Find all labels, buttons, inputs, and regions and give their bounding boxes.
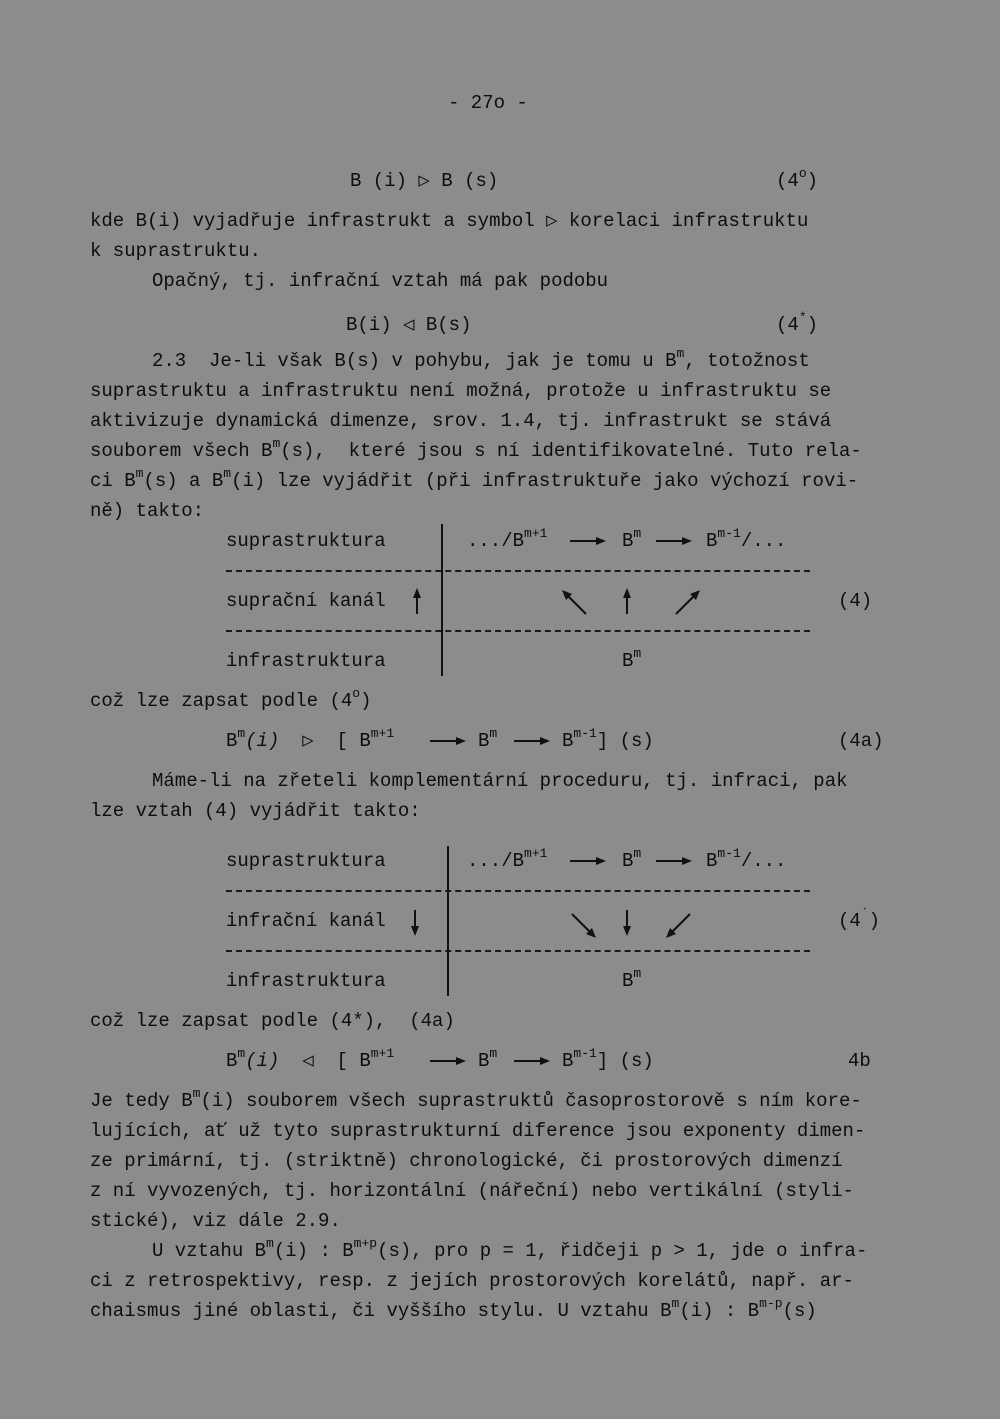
- text-line: Opačný, tj. infrační vztah má pak podobu: [152, 270, 609, 292]
- divider: [226, 950, 810, 952]
- page-number: - 27o -: [448, 92, 528, 114]
- right-arrow-icon: [512, 1055, 552, 1067]
- sequence-pre: $.../B^{m+1}$: [467, 525, 548, 552]
- text-line: k suprastruktu.: [90, 240, 262, 262]
- label-base: (4: [776, 314, 799, 336]
- sequence-bm: $B^m$: [622, 525, 642, 552]
- down-right-arrow-icon: [568, 910, 598, 940]
- equation-4a: $B^m(i)$ ▷ [ $B^{m+1}$: [226, 725, 395, 752]
- row-label-infrastruktura: infrastruktura: [226, 970, 386, 992]
- row-label-supracni-kanal: suprační kanál: [226, 590, 386, 612]
- equation-4o: [350, 166, 498, 196]
- right-arrow-icon: [568, 855, 608, 867]
- label-sup: *: [798, 309, 807, 325]
- text-line: což lze zapsat podle (4*), (4a): [90, 1010, 455, 1032]
- diagram-label-4: (4): [838, 590, 873, 612]
- eq-rhs: B(s): [425, 314, 472, 336]
- text-line: z ní vyvozených, tj. horizontální (nářeční) nebo vertikální (styli-: [90, 1180, 854, 1202]
- eq-bm-minus: $B^{m-1}$] (s): [562, 1045, 654, 1072]
- divider: [226, 570, 810, 572]
- text-line: 2.3 Je-li však B(s) v pohybu, jak je tomu u $B^m$, totožnost: [152, 345, 810, 372]
- row-label-infracni-kanal: infrační kanál: [226, 910, 386, 932]
- text-line: ze primární, tj. (striktně) chronologické, či prostorových dimenzí: [90, 1150, 843, 1172]
- up-right-arrow-icon: [672, 588, 702, 618]
- up-arrow-icon: [410, 586, 424, 616]
- label-sup: o: [798, 165, 807, 181]
- text-line: kde B(i) vyjadřuje infrastrukt a symbol ▷ korelaci infrastruktu: [90, 210, 809, 232]
- correlation-symbol: ▷: [418, 170, 430, 192]
- text-line: ci z retrospektivy, resp. z jejích prostorových korelátů, např. ar-: [90, 1270, 854, 1292]
- equation-label-4o: [776, 166, 818, 196]
- text-line: stické), viz dále 2.9.: [90, 1210, 341, 1232]
- vertical-separator: [447, 846, 449, 996]
- sequence-bm: $B^m$: [622, 845, 642, 872]
- right-arrow-icon: [428, 1055, 468, 1067]
- up-left-arrow-icon: [560, 588, 590, 618]
- right-arrow-icon: [512, 735, 552, 747]
- down-arrow-icon: [620, 908, 634, 938]
- equation-4star: [346, 310, 471, 340]
- right-arrow-icon: [654, 855, 694, 867]
- label-base: (4: [776, 170, 799, 192]
- eq-bm: $B^m$: [478, 1045, 498, 1072]
- eq-lhs: B (i): [350, 170, 408, 192]
- eq-bm-minus: $B^{m-1}$] (s): [562, 725, 654, 752]
- label-end: ): [806, 314, 819, 336]
- text-line: Je tedy $B^m(i)$ souborem všech suprastruktů časoprostorově s ním kore-: [90, 1085, 862, 1112]
- right-arrow-icon: [428, 735, 468, 747]
- equation-4b: $B^m(i)$ ◁ [ $B^{m+1}$: [226, 1045, 395, 1072]
- divider: [226, 630, 810, 632]
- eq-rhs: B (s): [441, 170, 499, 192]
- right-arrow-icon: [654, 535, 694, 547]
- right-arrow-icon: [568, 535, 608, 547]
- infra-bm: $B^m$: [622, 965, 642, 992]
- text-line: lze vztah (4) vyjádřit takto:: [90, 800, 421, 822]
- divider: [226, 890, 810, 892]
- text-line: chaismus jiné oblasti, či vyššího stylu. U vztahu $B^m(i)$ : $B^{m-p}(s)$: [90, 1295, 817, 1322]
- text-line: ně) takto:: [90, 500, 205, 522]
- text-line: souborem všech $B^m(s)$, které jsou s ní identifikovatelné. Tuto rela-: [90, 435, 862, 462]
- equation-label-4star: [776, 310, 818, 340]
- vertical-separator: [441, 524, 443, 676]
- text-line: což lze zapsat podle (4$^o$): [90, 685, 372, 712]
- row-label-suprastruktura: suprastruktura: [226, 850, 386, 872]
- text-line: lujících, ať už tyto suprastrukturní diference jsou exponenty dimen-: [90, 1120, 866, 1142]
- infraction-symbol: ◁: [403, 314, 415, 336]
- row-label-infrastruktura: infrastruktura: [226, 650, 386, 672]
- text-line: suprastruktu a infrastruktu není možná, protože u infrastruktu se: [90, 380, 832, 402]
- eq-bm: $B^m$: [478, 725, 498, 752]
- up-arrow-icon: [620, 586, 634, 616]
- row-label-suprastruktura: suprastruktura: [226, 530, 386, 552]
- text-line: Máme-li na zřeteli komplementární proceduru, tj. infraci, pak: [152, 770, 848, 792]
- equation-label-4b: 4b: [848, 1050, 871, 1072]
- diagram-label-4prime: (4´): [838, 905, 881, 932]
- sequence-post: $B^{m-1}/$...: [706, 845, 787, 872]
- text-line: aktivizuje dynamická dimenze, srov. 1.4, tj. infrastrukt se stává: [90, 410, 832, 432]
- text-line: ci $B^m(s)$ a $B^m(i)$ lze vyjádřit (při infrastruktuře jako výchozí rovi-: [90, 465, 859, 492]
- eq-lhs: B(i): [346, 314, 392, 336]
- equation-label-4a: (4a): [838, 730, 884, 752]
- sequence-post: $B^{m-1}/$...: [706, 525, 787, 552]
- label-end: ): [806, 170, 819, 192]
- infra-bm: $B^m$: [622, 645, 642, 672]
- text-line: U vztahu $B^m(i)$ : $B^{m+p}(s)$, pro p = 1, řidčeji p > 1, jde o infra-: [152, 1235, 868, 1262]
- sequence-pre: $.../B^{m+1}$: [467, 845, 548, 872]
- down-arrow-icon: [408, 908, 422, 938]
- down-left-arrow-icon: [664, 910, 694, 940]
